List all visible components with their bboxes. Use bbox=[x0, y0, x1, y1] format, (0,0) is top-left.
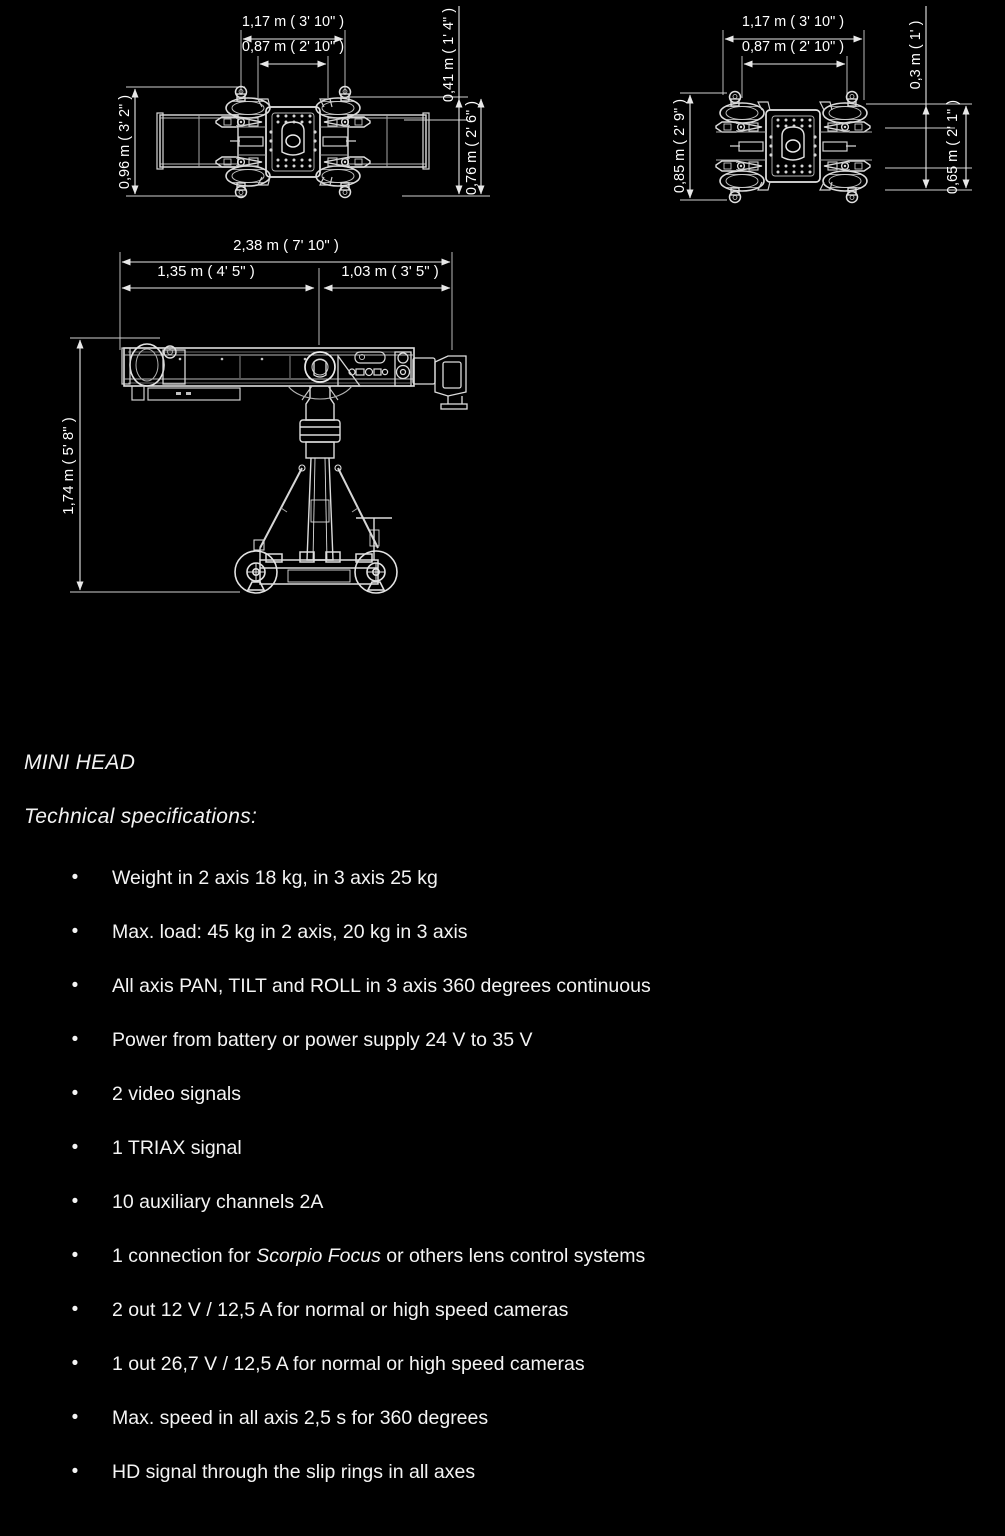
spec-item-label: Max. load: 45 kg in 2 axis, 20 kg in 3 axis bbox=[112, 921, 468, 943]
dim-left-segment-3 bbox=[122, 263, 319, 345]
drawing-crane-side-view bbox=[60, 237, 467, 593]
bullet-icon: • bbox=[71, 921, 79, 942]
spec-item-label: 2 video signals bbox=[112, 1083, 241, 1105]
section-subtitle: Technical specifications: bbox=[24, 805, 258, 828]
bullet-icon: • bbox=[71, 1137, 79, 1158]
page-title: MINI HEAD bbox=[24, 751, 136, 774]
spec-item bbox=[0, 959, 1005, 1013]
dim-label-top-inner-1: 0,87 m ( 2' 10" ) bbox=[241, 39, 345, 55]
bullet-icon: • bbox=[71, 1353, 79, 1374]
dolly-top-view-narrow-geometry bbox=[716, 92, 872, 203]
spec-list bbox=[0, 851, 1005, 1499]
spec-item bbox=[0, 1391, 1005, 1445]
dim-label-right-segment-3: 1,03 m ( 3' 5" ) bbox=[341, 263, 439, 280]
dim-label-left-vertical-1: 0,96 m ( 3' 2" ) bbox=[117, 94, 133, 190]
drawing-dolly-top-view-narrow bbox=[672, 6, 972, 203]
dim-left-vertical-2 bbox=[672, 93, 727, 200]
bullet-icon: • bbox=[71, 975, 79, 996]
spec-item-emphasis: Scorpio Focus bbox=[256, 1245, 381, 1267]
bullet-icon: • bbox=[71, 1083, 79, 1104]
spec-item bbox=[0, 1445, 1005, 1499]
spec-item bbox=[0, 905, 1005, 959]
spec-item bbox=[0, 1121, 1005, 1175]
dim-label-overall-length-3: 2,38 m ( 7' 10" ) bbox=[233, 237, 339, 254]
technical-drawings-panel bbox=[0, 0, 1005, 700]
spec-item-label: 1 out 26,7 V / 12,5 A for normal or high speed cameras bbox=[112, 1353, 585, 1375]
bullet-icon: • bbox=[71, 1299, 79, 1320]
spec-item bbox=[0, 1229, 1005, 1283]
spec-item bbox=[0, 1175, 1005, 1229]
spec-item-label: 1 TRIAX signal bbox=[112, 1137, 242, 1159]
spec-item bbox=[0, 1067, 1005, 1121]
spec-item bbox=[0, 1013, 1005, 1067]
spec-item-label: 10 auxiliary channels 2A bbox=[112, 1191, 324, 1213]
dim-right-outer-vertical-1 bbox=[348, 6, 468, 120]
bullet-icon: • bbox=[71, 867, 79, 888]
bullet-icon: • bbox=[71, 1029, 79, 1050]
dolly-top-view-wide-geometry bbox=[157, 87, 429, 198]
spec-item bbox=[0, 1337, 1005, 1391]
drawing-dolly-top-view-wide bbox=[117, 6, 490, 198]
dim-height-3 bbox=[60, 338, 240, 592]
dim-label-right-inner-vertical-2: 0,65 m ( 2' 1" ) bbox=[945, 99, 961, 195]
dim-label-top-outer-1: 1,17 m ( 3' 10" ) bbox=[241, 14, 345, 30]
spec-item-label: 1 connection for Scorpio Focus or others lens control systems bbox=[112, 1245, 646, 1267]
dim-left-vertical-1 bbox=[117, 87, 245, 196]
spec-item-label: 2 out 12 V / 12,5 A for normal or high speed cameras bbox=[112, 1299, 569, 1321]
spec-item-label: Power from battery or power supply 24 V to 35 V bbox=[112, 1029, 533, 1051]
dim-right-inner-vertical-1 bbox=[402, 99, 490, 196]
dim-top-inner-2 bbox=[742, 39, 847, 98]
dim-label-top-outer-2: 1,17 m ( 3' 10" ) bbox=[741, 14, 845, 30]
dim-top-inner-1 bbox=[242, 39, 344, 98]
dim-label-left-segment-3: 1,35 m ( 4' 5" ) bbox=[157, 263, 255, 280]
dim-right-inner-vertical-2 bbox=[885, 100, 972, 194]
spec-item-label: All axis PAN, TILT and ROLL in 3 axis 360 degrees continuous bbox=[112, 975, 651, 997]
dim-right-segment-3 bbox=[324, 263, 450, 288]
spec-item bbox=[0, 851, 1005, 905]
dim-label-right-inner-vertical-1: 0,76 m ( 2' 6" ) bbox=[464, 100, 480, 196]
spec-item-label: HD signal through the slip rings in all axes bbox=[112, 1461, 476, 1483]
spec-item-label: Max. speed in all axis 2,5 s for 360 degrees bbox=[112, 1407, 489, 1429]
dim-label-right-outer-vertical-1: 0,41 m ( 1' 4" ) bbox=[441, 7, 457, 103]
bullet-icon: • bbox=[71, 1461, 79, 1482]
crane-side-view-geometry bbox=[122, 344, 467, 593]
dim-top-outer-2 bbox=[723, 14, 864, 100]
bullet-icon: • bbox=[71, 1245, 79, 1266]
dim-overall-length-3 bbox=[120, 237, 452, 350]
dim-label-right-outer-vertical-2: 0,3 m ( 1' ) bbox=[908, 20, 924, 90]
spec-item-label: Weight in 2 axis 18 kg, in 3 axis 25 kg bbox=[112, 867, 438, 889]
dim-label-left-vertical-2: 0,85 m ( 2' 9" ) bbox=[672, 98, 688, 194]
dim-label-top-inner-2: 0,87 m ( 2' 10" ) bbox=[741, 39, 845, 55]
drawings-svg bbox=[0, 0, 1005, 700]
bullet-icon: • bbox=[71, 1407, 79, 1428]
dim-label-height-3: 1,74 m ( 5' 8" ) bbox=[60, 417, 77, 515]
spec-item bbox=[0, 1283, 1005, 1337]
specifications-section bbox=[0, 745, 1005, 1499]
bullet-icon: • bbox=[71, 1191, 79, 1212]
